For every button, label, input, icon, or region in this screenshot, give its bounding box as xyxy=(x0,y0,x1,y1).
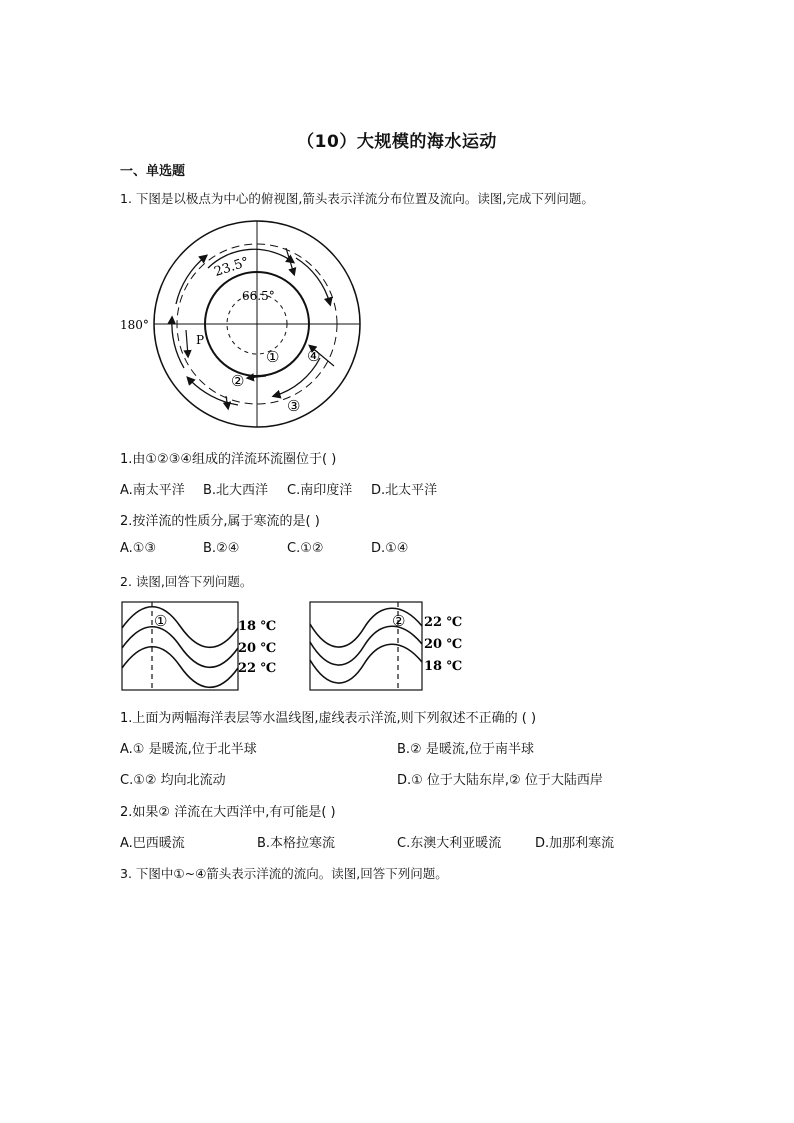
page-title: （10）大规模的海水运动 xyxy=(297,132,497,152)
lon-180-label: 180° xyxy=(120,318,149,332)
isotherm-2-label-top: 22 ℃ xyxy=(424,615,463,630)
q2-sub2-option-c[interactable]: C.东澳大利亚暖流 xyxy=(397,836,502,851)
isotherm-1-label-mid: 20 ℃ xyxy=(238,641,277,656)
isotherm-1-label-bottom: 22 ℃ xyxy=(238,661,277,676)
q1-sub2-option-a[interactable]: A.①③ xyxy=(120,541,157,556)
q1-sub1-option-b[interactable]: B.北大西洋 xyxy=(203,483,269,498)
marker-4: ④ xyxy=(307,347,321,365)
q1-sub1-option-d[interactable]: D.北太平洋 xyxy=(371,483,438,498)
q2-sub2-option-d[interactable]: D.加那利寒流 xyxy=(535,836,615,851)
q2-sub2-option-a[interactable]: A.巴西暖流 xyxy=(120,836,185,851)
lat-23-5-label: 23.5° xyxy=(212,254,251,280)
question-1-stem: 1. 下图是以极点为中心的俯视图,箭头表示洋流分布位置及流向。读图,完成下列问题。 xyxy=(120,191,594,206)
q1-sub1-text: 1.由①②③④组成的洋流环流圈位于( ) xyxy=(120,452,337,467)
isotherm-2-mark: ② xyxy=(392,612,406,630)
marker-3: ③ xyxy=(287,397,301,415)
isotherm-2-label-bottom: 18 ℃ xyxy=(424,659,463,674)
isotherm-figure-2 xyxy=(306,598,476,694)
q2-sub1-text: 1.上面为两幅海洋表层等水温线图,虚线表示洋流,则下列叙述不正确的 ( ) xyxy=(120,711,537,726)
q2-sub2-text: 2.如果② 洋流在大西洋中,有可能是( ) xyxy=(120,805,336,820)
q2-sub1-option-b[interactable]: B.② 是暖流,位于南半球 xyxy=(397,742,534,757)
arrow-small-1 xyxy=(286,248,294,274)
isotherm-figure-1 xyxy=(118,598,288,694)
current-arrow-northwest xyxy=(176,256,206,304)
current-arrow-west xyxy=(172,318,184,368)
q1-sub2-option-c[interactable]: C.①② xyxy=(287,541,324,556)
q1-sub2-option-d[interactable]: D.①④ xyxy=(371,541,409,556)
q2-sub1-option-d[interactable]: D.① 位于大陆东岸,② 位于大陆西岸 xyxy=(397,773,603,788)
section-heading: 一、单选题 xyxy=(120,164,186,179)
q1-sub1-option-a[interactable]: A.南太平洋 xyxy=(120,483,185,498)
q2-sub1-option-c[interactable]: C.①② 均向北流动 xyxy=(120,773,226,788)
point-p-label: P xyxy=(196,333,205,347)
question-3-stem: 3. 下图中①~④箭头表示洋流的流向。读图,回答下列问题。 xyxy=(120,866,448,881)
q1-sub1-option-c[interactable]: C.南印度洋 xyxy=(287,483,353,498)
q2-sub1-option-a[interactable]: A.① 是暖流,位于北半球 xyxy=(120,742,257,757)
q1-sub2-text: 2.按洋流的性质分,属于寒流的是( ) xyxy=(120,514,320,529)
polar-current-figure xyxy=(118,218,368,430)
isotherm-1-mark: ① xyxy=(154,612,168,630)
marker-1: ① xyxy=(266,348,280,366)
isotherm-2-label-mid: 20 ℃ xyxy=(424,637,463,652)
marker-2: ② xyxy=(231,372,245,390)
lat-66-5-label: 66.5° xyxy=(242,289,275,303)
isotherm-1-label-top: 18 ℃ xyxy=(238,619,277,634)
arrow-small-2 xyxy=(186,330,188,356)
q1-sub2-option-b[interactable]: B.②④ xyxy=(203,541,240,556)
question-2-stem: 2. 读图,回答下列问题。 xyxy=(120,574,253,589)
q2-sub2-option-b[interactable]: B.本格拉寒流 xyxy=(257,836,336,851)
